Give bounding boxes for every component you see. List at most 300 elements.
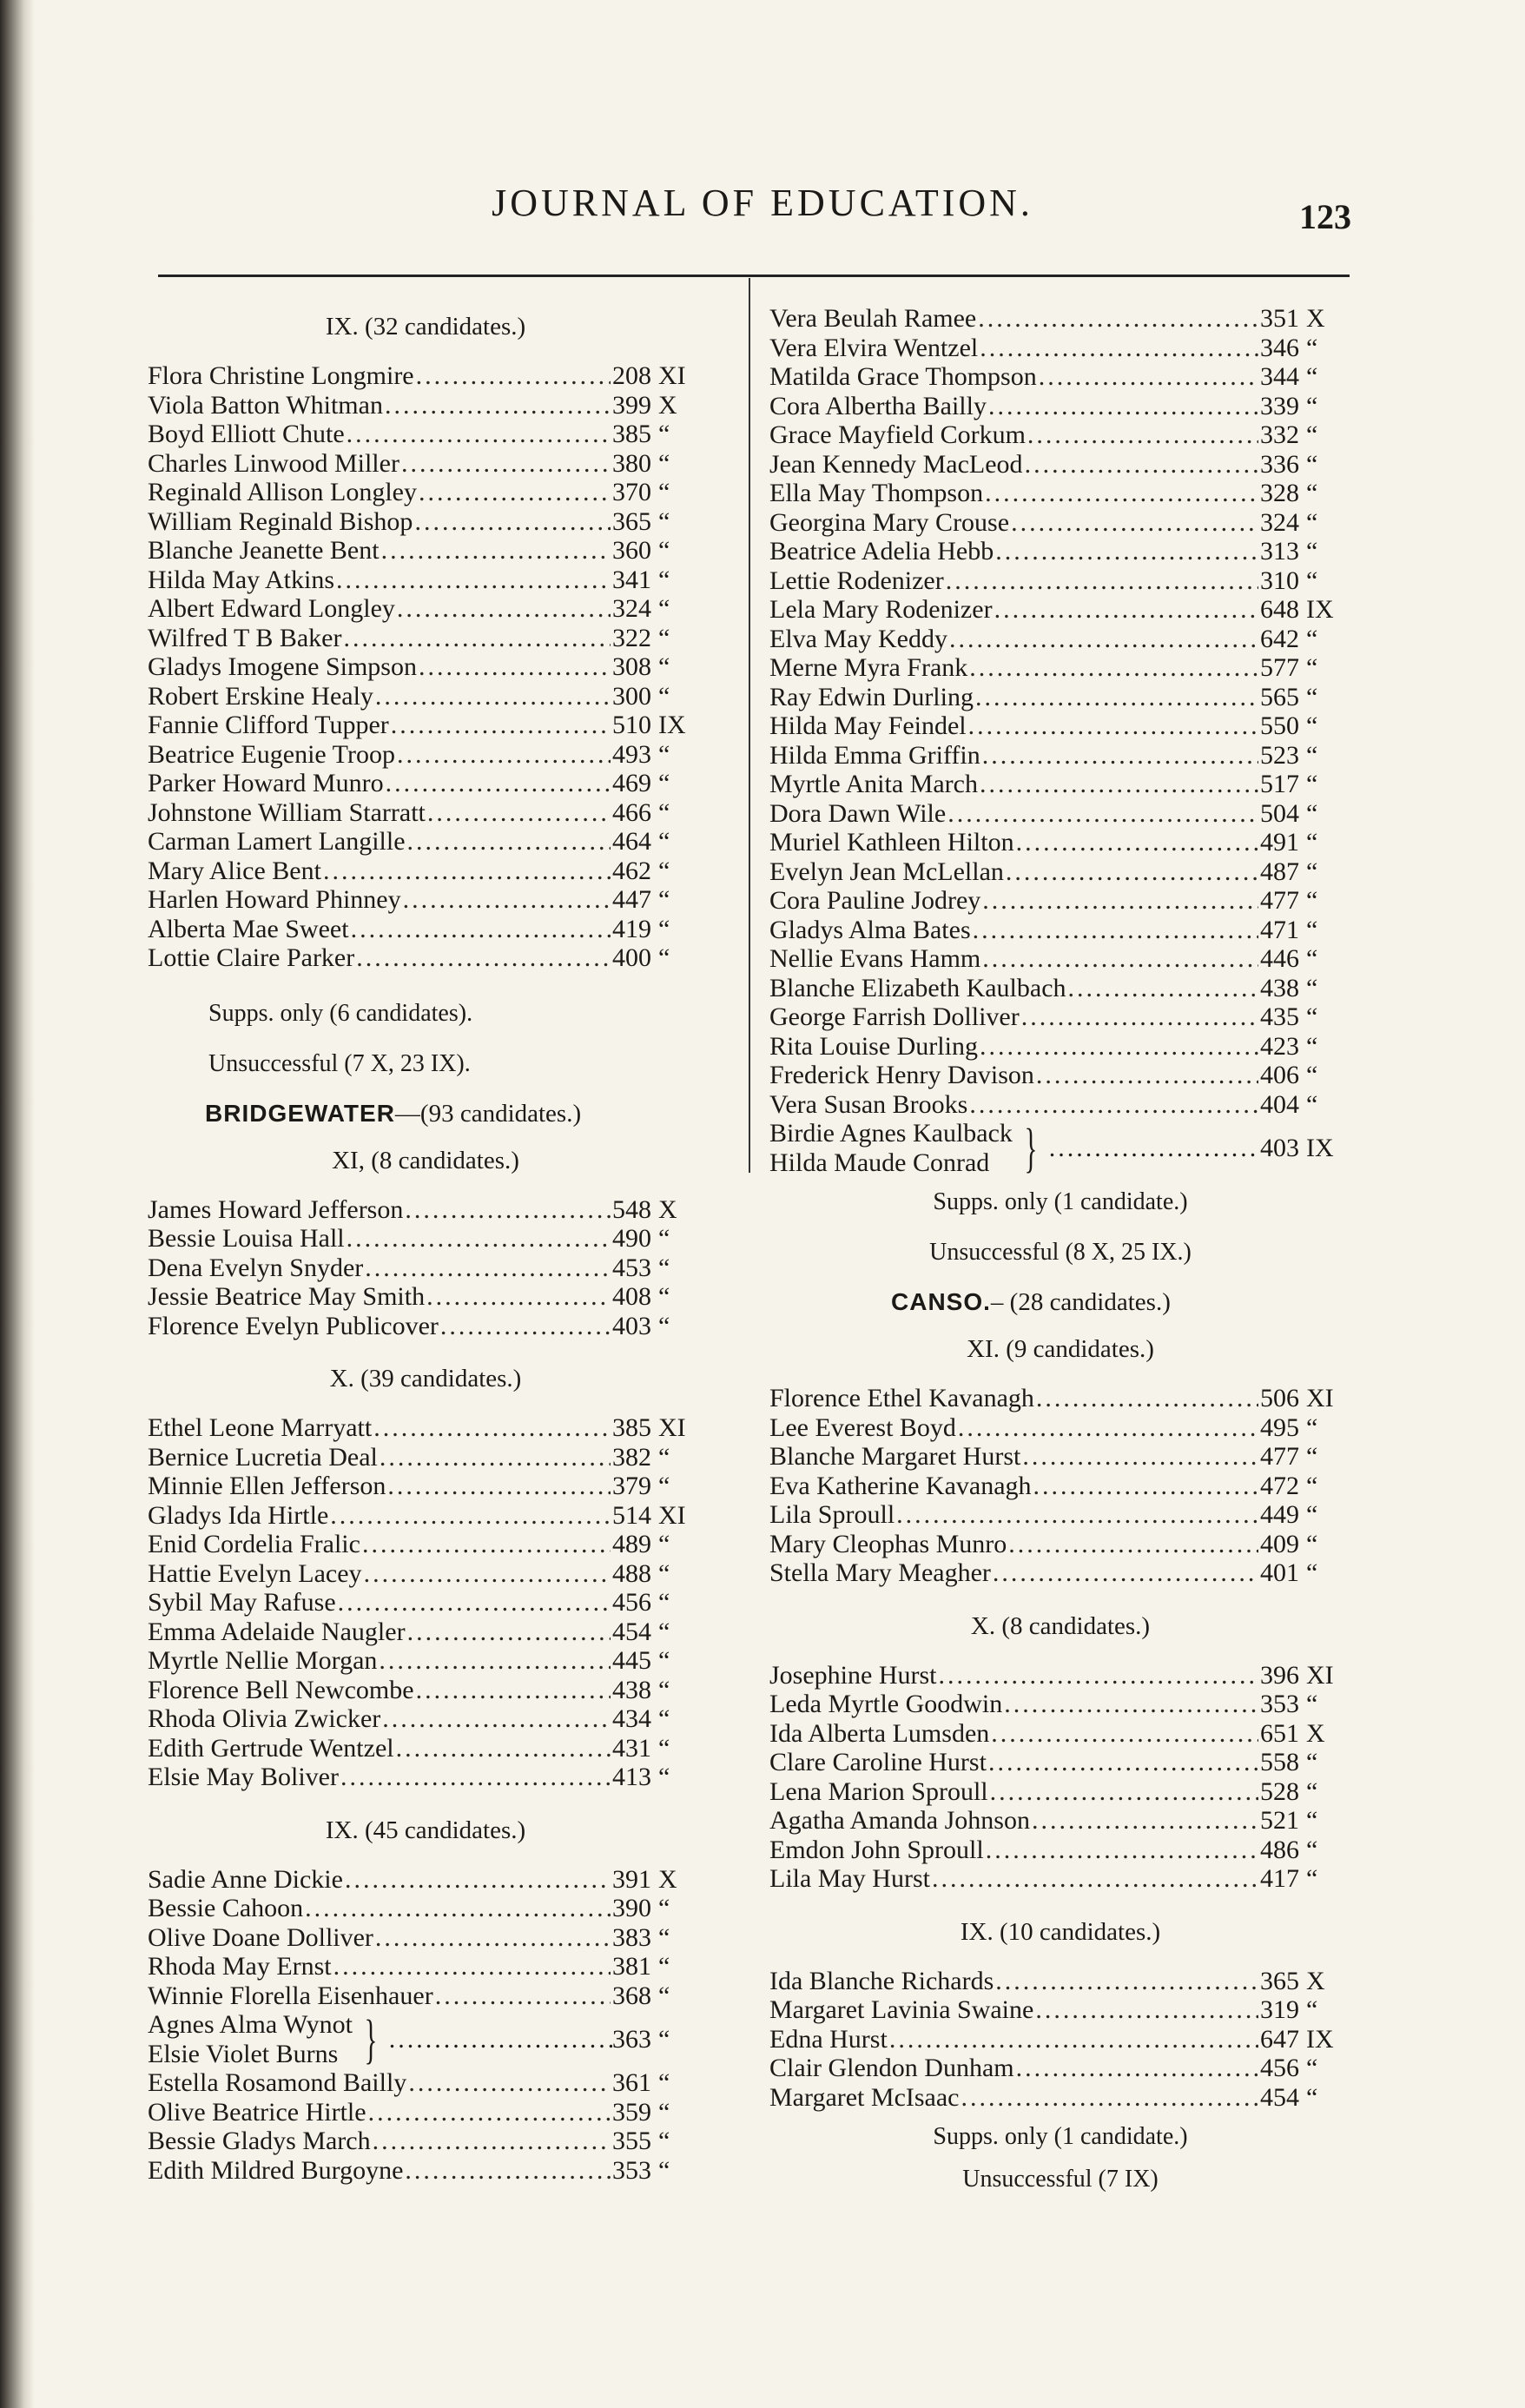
candidate-score: 528 — [1260, 1776, 1299, 1806]
candidate-name: Lettie Rodenizer — [769, 566, 944, 595]
candidate-name: Florence Evelyn Publicover — [148, 1311, 439, 1340]
result-row — [148, 507, 703, 537]
leader-dots — [419, 652, 611, 682]
leader-dots — [990, 1777, 1258, 1807]
result-row — [769, 392, 1351, 421]
candidate-grade: “ — [658, 1646, 670, 1675]
candidate-score: 353 — [612, 2155, 651, 2185]
leader-dots — [379, 1646, 611, 1676]
result-row — [148, 1254, 703, 1283]
candidate-name: Evelyn Jean McLellan — [769, 857, 1004, 886]
result-row — [769, 479, 1351, 508]
leader-dots — [1022, 1442, 1258, 1472]
candidate-name: Ray Edwin Durling — [769, 682, 974, 711]
candidate-score: 359 — [612, 2097, 651, 2127]
leader-dots — [1032, 1806, 1258, 1836]
leader-dots — [973, 916, 1258, 945]
candidate-score: 308 — [612, 652, 651, 681]
leader-dots — [391, 711, 611, 740]
candidate-score: 488 — [612, 1558, 651, 1588]
candidate-name: Hattie Evelyn Lacey — [148, 1558, 362, 1588]
leader-dots — [1033, 1472, 1258, 1501]
candidate-name: Reginald Allison Longley — [148, 478, 417, 506]
result-row — [769, 1472, 1351, 1501]
result-row — [769, 1806, 1351, 1836]
candidate-score: 409 — [1260, 1529, 1299, 1558]
result-row — [148, 1501, 703, 1531]
result-row — [148, 361, 703, 391]
leader-dots — [408, 2068, 611, 2098]
candidate-name: Ella May Thompson — [769, 479, 984, 507]
candidate-score: 341 — [612, 565, 651, 594]
candidate-score: 363 — [612, 2024, 651, 2054]
page-number: 123 — [1299, 197, 1351, 236]
candidate-name: Vera Beulah Ramee — [769, 304, 977, 333]
leader-dots — [387, 1472, 611, 1501]
candidate-name: James Howard Jefferson — [148, 1194, 404, 1224]
leader-dots — [373, 1413, 611, 1443]
result-row — [769, 1500, 1351, 1530]
result-row — [148, 798, 703, 828]
candidate-name: Enid Cordelia Fralic — [148, 1530, 360, 1558]
leader-dots — [403, 885, 611, 915]
leader-dots — [994, 595, 1258, 625]
leader-dots — [991, 1719, 1258, 1749]
candidate-name: Bessie Gladys March — [148, 2127, 371, 2155]
candidate-grade: “ — [1306, 1031, 1318, 1061]
result-row — [769, 741, 1351, 771]
leader-dots — [305, 1894, 611, 1923]
candidate-score: 383 — [612, 1922, 651, 1952]
leader-dots — [1011, 508, 1258, 538]
column-divider — [749, 278, 750, 1173]
candidate-score: 558 — [1260, 1748, 1299, 1776]
candidate-name: Vera Elvira Wentzel — [769, 333, 979, 362]
candidate-grade: “ — [658, 478, 670, 506]
candidate-score: 300 — [612, 681, 651, 711]
candidate-grade: “ — [658, 506, 670, 536]
result-row — [769, 683, 1351, 712]
result-row — [769, 1061, 1351, 1090]
candidate-grade: X — [658, 1864, 677, 1894]
result-row — [148, 1646, 703, 1676]
result-row — [148, 1981, 703, 2011]
candidate-score: 339 — [1260, 391, 1299, 420]
result-row — [769, 1413, 1351, 1443]
leader-dots — [938, 1661, 1258, 1690]
candidate-name: Matilda Grace Thompson — [769, 362, 1037, 391]
candidate-score: 454 — [612, 1617, 651, 1646]
candidate-grade: “ — [658, 1952, 670, 1981]
candidate-grade: “ — [658, 1733, 670, 1763]
candidate-grade: “ — [658, 1675, 670, 1704]
section-heading: X. (8 candidates.) — [970, 1611, 1151, 1640]
candidate-grade: “ — [658, 1588, 670, 1617]
leader-dots — [982, 741, 1258, 771]
result-row — [148, 478, 703, 507]
candidate-grade: “ — [1306, 740, 1318, 770]
candidate-grade: “ — [658, 827, 670, 856]
candidate-name: Mary Alice Bent — [148, 856, 321, 885]
candidate-score: 477 — [1260, 1442, 1299, 1471]
result-row — [769, 653, 1351, 683]
result-row — [769, 711, 1351, 741]
candidate-score: 353 — [1260, 1690, 1299, 1718]
candidate-grade: XI — [1306, 1660, 1334, 1690]
leader-dots — [375, 1923, 611, 1953]
candidate-name: Emdon John Sproull — [769, 1835, 984, 1864]
result-row — [769, 508, 1351, 538]
candidate-score: 319 — [1260, 1995, 1299, 2024]
bracketed-entry — [148, 2010, 703, 2068]
candidate-score: 445 — [612, 1646, 651, 1675]
candidate-grade: “ — [658, 885, 670, 914]
result-row — [769, 362, 1351, 392]
leader-dots — [338, 1588, 611, 1617]
candidate-name: Gladys Alma Bates — [769, 915, 971, 944]
candidate-name: Edith Gertrude Wentzel — [148, 1733, 394, 1763]
candidate-score: 493 — [612, 739, 651, 769]
school-candidate-count: – (28 candidates.) — [990, 1288, 1171, 1316]
candidate-grade: “ — [1306, 1529, 1318, 1558]
leader-dots — [416, 1676, 611, 1705]
candidate-name: Clair Glendon Dunham — [769, 2054, 1014, 2082]
candidate-grade: IX — [658, 711, 686, 739]
leader-dots — [364, 1559, 611, 1589]
candidate-score: 548 — [612, 1194, 651, 1224]
candidate-name: Sybil May Rafuse — [148, 1588, 336, 1617]
candidate-name: Lela Mary Rodenizer — [769, 595, 993, 624]
leader-dots — [347, 1224, 611, 1254]
result-row — [769, 974, 1351, 1003]
candidate-grade: “ — [1306, 828, 1318, 857]
candidate-score: 438 — [1260, 973, 1299, 1002]
leader-dots — [407, 827, 611, 857]
candidate-grade: IX — [1306, 1133, 1334, 1162]
header-rule — [158, 275, 1350, 277]
candidate-score: 382 — [612, 1442, 651, 1472]
leader-dots — [375, 682, 611, 711]
results-list — [769, 1384, 1351, 1588]
supps-note: Supps. only (6 candidates). — [208, 999, 473, 1027]
leader-dots — [405, 1195, 611, 1225]
candidate-score: 380 — [612, 448, 651, 478]
candidate-score: 413 — [612, 1763, 651, 1791]
result-row — [148, 1865, 703, 1895]
result-row — [769, 450, 1351, 480]
candidate-grade: “ — [1306, 711, 1318, 740]
candidate-score: 381 — [612, 1952, 651, 1981]
result-row — [769, 420, 1351, 450]
candidate-score: 434 — [612, 1704, 651, 1733]
candidate-score: 406 — [1260, 1061, 1299, 1089]
leader-dots — [427, 798, 611, 828]
candidate-score: 391 — [612, 1864, 651, 1894]
leader-dots — [336, 566, 611, 595]
results-list — [769, 304, 1351, 1119]
result-row — [148, 652, 703, 682]
candidate-grade: “ — [1306, 333, 1318, 362]
candidate-name: Wilfred T B Baker — [148, 623, 342, 652]
candidate-score: 322 — [612, 623, 651, 652]
candidate-score: 647 — [1260, 2024, 1299, 2054]
candidate-grade: “ — [658, 1253, 670, 1282]
candidate-grade: X — [658, 390, 677, 420]
candidate-grade: “ — [658, 856, 670, 885]
candidate-score: 489 — [612, 1530, 651, 1558]
candidate-score: 328 — [1260, 479, 1299, 507]
result-row — [769, 1864, 1351, 1894]
leader-dots — [980, 334, 1258, 363]
result-row — [148, 2098, 703, 2127]
candidate-score: 521 — [1260, 1806, 1299, 1835]
candidate-grade: “ — [658, 1311, 670, 1340]
candidate-name: Frederick Henry Davison — [769, 1061, 1034, 1089]
candidate-name: Mary Cleophas Munro — [769, 1529, 1007, 1558]
candidate-score: 510 — [612, 711, 651, 739]
leader-dots — [351, 915, 611, 944]
candidate-name: Myrtle Nellie Morgan — [148, 1646, 378, 1675]
candidate-grade: “ — [1306, 1558, 1318, 1587]
candidate-grade: “ — [1306, 798, 1318, 828]
candidate-grade: “ — [658, 797, 670, 827]
leader-dots — [986, 1836, 1258, 1865]
result-row — [148, 1588, 703, 1617]
candidate-name: Robert Erskine Healy — [148, 681, 373, 711]
candidate-score: 565 — [1260, 682, 1299, 711]
candidate-score: 456 — [1260, 2054, 1299, 2082]
leader-dots — [330, 1501, 611, 1531]
candidate-grade: “ — [658, 1617, 670, 1646]
candidate-name: Grace Mayfield Corkum — [769, 420, 1026, 449]
candidate-grade: X — [658, 1194, 677, 1224]
candidate-grade: “ — [658, 1922, 670, 1952]
candidate-score: 651 — [1260, 1718, 1299, 1748]
candidate-score: 370 — [612, 478, 651, 506]
candidate-grade: XI — [1306, 1384, 1334, 1412]
candidate-name: Gladys Ida Hirtle — [148, 1500, 329, 1530]
candidate-grade: “ — [1306, 857, 1318, 886]
leader-dots — [980, 1032, 1258, 1062]
result-row — [148, 566, 703, 595]
candidate-grade: “ — [658, 943, 670, 972]
leader-dots — [435, 1981, 611, 2011]
candidate-name: Rhoda May Ernst — [148, 1952, 332, 1981]
candidate-name: Dena Evelyn Snyder — [148, 1253, 364, 1282]
results-list — [769, 1661, 1351, 1894]
candidate-name: Rita Louise Durling — [769, 1031, 978, 1061]
leader-dots — [440, 1312, 611, 1341]
leader-dots — [995, 537, 1258, 566]
leader-dots — [381, 536, 611, 566]
section-heading: IX. (10 candidates.) — [960, 1917, 1161, 1946]
leader-dots — [389, 2025, 612, 2054]
candidate-grade: “ — [658, 1894, 670, 1922]
leader-dots — [397, 740, 611, 770]
leader-dots — [985, 479, 1258, 508]
candidate-name: Jessie Beatrice May Smith — [148, 1282, 426, 1311]
candidate-grade: “ — [658, 565, 670, 594]
candidate-grade: “ — [658, 652, 670, 681]
candidate-grade: “ — [658, 2097, 670, 2127]
candidate-score: 447 — [612, 885, 651, 914]
candidate-name: Margaret Lavinia Swaine — [769, 1995, 1034, 2024]
result-row — [769, 1002, 1351, 1032]
results-list — [148, 1195, 703, 1341]
leader-dots — [982, 886, 1258, 916]
candidate-grade: “ — [1306, 1864, 1318, 1893]
result-row — [769, 1836, 1351, 1865]
candidate-score: 419 — [612, 914, 651, 943]
candidate-name: Dora Dawn Wile — [769, 798, 947, 828]
result-row — [769, 944, 1351, 974]
left-column — [148, 304, 703, 2185]
result-row — [148, 1952, 703, 1981]
candidate-score: 310 — [1260, 566, 1299, 595]
leader-dots — [356, 943, 611, 973]
candidate-grade: “ — [658, 1981, 670, 2010]
candidate-name: Sadie Anne Dickie — [148, 1864, 343, 1894]
leader-dots — [949, 625, 1258, 654]
candidate-score: 390 — [612, 1894, 651, 1922]
candidate-score: 399 — [612, 390, 651, 420]
journal-title: JOURNAL OF EDUCATION. — [492, 182, 1033, 224]
result-row — [769, 770, 1351, 799]
section-heading: IX. (32 candidates.) — [325, 313, 526, 341]
candidate-grade: “ — [1306, 1806, 1318, 1835]
candidate-name: Josephine Hurst — [769, 1660, 937, 1690]
candidate-grade: “ — [1306, 1835, 1318, 1864]
candidate-name: Margaret McIsaac — [769, 2082, 960, 2112]
candidate-name: Bernice Lucretia Deal — [148, 1442, 378, 1472]
candidate-name: Lila May Hurst — [769, 1864, 930, 1893]
result-row — [769, 1995, 1351, 2025]
candidate-grade: XI — [658, 1413, 686, 1442]
candidate-grade: “ — [1306, 770, 1318, 798]
leader-dots — [968, 711, 1258, 741]
section-heading: XI. (9 candidates.) — [967, 1335, 1154, 1363]
candidate-score: 336 — [1260, 449, 1299, 479]
candidate-grade: XI — [658, 1500, 686, 1530]
school-heading — [769, 1278, 1351, 1326]
candidate-grade: “ — [1306, 944, 1318, 973]
result-row — [769, 1530, 1351, 1559]
candidate-name: Blanche Jeanette Bent — [148, 536, 380, 565]
candidate-name: Gladys Imogene Simpson — [148, 652, 417, 681]
candidate-name: Cora Pauline Jodrey — [769, 886, 981, 915]
leader-dots — [1036, 1384, 1258, 1413]
candidate-score: 403 — [1260, 1133, 1299, 1162]
result-row — [769, 625, 1351, 654]
leader-dots — [345, 1865, 611, 1895]
result-row — [148, 885, 703, 915]
result-row — [148, 1472, 703, 1501]
candidate-grade: “ — [1306, 1995, 1318, 2024]
candidate-grade: X — [1306, 1718, 1325, 1748]
candidate-score: 514 — [612, 1500, 651, 1530]
result-row — [769, 2083, 1351, 2113]
candidate-score: 550 — [1260, 711, 1299, 740]
candidate-name: Olive Beatrice Hirtle — [148, 2097, 366, 2127]
candidate-grade: X — [1306, 1966, 1325, 1995]
candidate-name: Harlen Howard Phinney — [148, 885, 401, 914]
candidate-score: 477 — [1260, 886, 1299, 915]
result-row — [148, 536, 703, 566]
candidate-name: Florence Ethel Kavanagh — [769, 1384, 1034, 1412]
result-row — [148, 1704, 703, 1734]
leader-dots — [1008, 1530, 1258, 1559]
candidate-grade: “ — [658, 1704, 670, 1733]
candidate-name: Estella Rosamond Bailly — [148, 2068, 407, 2097]
result-row — [148, 740, 703, 770]
candidate-score: 431 — [612, 1733, 651, 1763]
leader-dots — [889, 2025, 1258, 2054]
candidate-grade: “ — [658, 1442, 670, 1472]
leader-dots — [1049, 1134, 1260, 1163]
result-row — [769, 916, 1351, 945]
candidate-name: Agnes Alma Wynot — [148, 2010, 353, 2039]
result-row — [148, 1224, 703, 1254]
candidate-score: 504 — [1260, 798, 1299, 828]
candidate-score: 403 — [612, 1311, 651, 1340]
result-row — [769, 595, 1351, 625]
leader-dots — [373, 2127, 611, 2156]
candidate-grade: “ — [1306, 624, 1318, 653]
result-row — [769, 1690, 1351, 1719]
candidate-name: Beatrice Eugenie Troop — [148, 739, 395, 769]
candidate-score: 462 — [612, 856, 651, 885]
candidate-grade: “ — [1306, 2054, 1318, 2082]
leader-dots — [396, 1734, 611, 1763]
candidate-score: 491 — [1260, 828, 1299, 857]
leader-dots — [969, 653, 1258, 683]
leader-dots — [988, 1748, 1258, 1777]
candidate-grade: “ — [1306, 915, 1318, 944]
leader-dots — [1016, 828, 1258, 857]
result-row — [148, 1195, 703, 1225]
candidate-grade: “ — [658, 594, 670, 623]
candidate-score: 454 — [1260, 2082, 1299, 2112]
leader-dots — [975, 683, 1258, 712]
unsuccessful-note: Unsuccessful (7 X, 23 IX). — [208, 1049, 471, 1077]
candidate-score: 332 — [1260, 420, 1299, 449]
leader-dots — [1006, 857, 1258, 887]
leader-dots — [397, 594, 611, 624]
candidate-grade: “ — [658, 739, 670, 769]
candidate-score: 396 — [1260, 1660, 1299, 1690]
candidate-score: 400 — [612, 943, 651, 972]
result-row — [148, 1763, 703, 1792]
candidate-grade: “ — [1306, 2082, 1318, 2112]
candidate-name: Alberta Mae Sweet — [148, 914, 349, 943]
candidate-grade: “ — [658, 2155, 670, 2185]
candidate-name: Leda Myrtle Goodwin — [769, 1690, 1003, 1718]
candidate-name: Clare Caroline Hurst — [769, 1748, 987, 1776]
candidate-name: Fannie Clifford Tupper — [148, 711, 389, 739]
candidate-score: 469 — [612, 769, 651, 797]
candidate-name: Hilda Emma Griffin — [769, 740, 980, 770]
candidate-name: Jean Kennedy MacLeod — [769, 449, 1023, 479]
candidate-name: William Reginald Bishop — [148, 506, 413, 536]
candidate-score: 446 — [1260, 944, 1299, 973]
candidate-score: 648 — [1260, 595, 1299, 624]
leader-dots — [1068, 974, 1258, 1003]
result-row — [148, 594, 703, 624]
leader-dots — [365, 1254, 611, 1283]
candidate-name: Lee Everest Boyd — [769, 1412, 956, 1442]
results-list — [148, 2068, 703, 2185]
result-row — [769, 2025, 1351, 2054]
